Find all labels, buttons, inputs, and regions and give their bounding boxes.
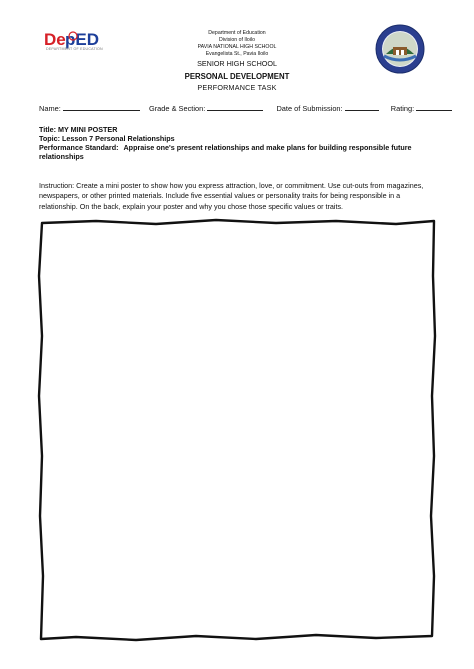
name-label: Name: <box>39 104 61 113</box>
lesson-topic: Topic: Lesson 7 Personal Relationships <box>39 134 175 143</box>
subject-title: PERSONAL DEVELOPMENT <box>184 72 290 81</box>
header-line-1: Department of Education <box>208 30 266 36</box>
task-type: PERFORMANCE TASK <box>197 83 277 92</box>
performance-standard <box>39 143 439 162</box>
performance-standard-text: Appraise one's present relationships and make plans for building responsible future relationships <box>39 143 412 162</box>
poster-frame[interactable] <box>36 216 440 644</box>
name-blank[interactable] <box>63 103 140 111</box>
performance-standard-label: Performance Standard: <box>39 143 119 152</box>
instruction-text: Instruction: Create a mini poster to show how you express attraction, love, or commitment. Use cut-outs from magazines, newspapers, or other printed materials. Include five essential values or personality traits for being responsible in a relationship. On the back, explain your poster and why you chose those specific values or traits. <box>39 181 424 211</box>
grade-section-label: Grade & Section: <box>148 104 206 113</box>
poster-title: Title: MY MINI POSTER <box>39 125 118 134</box>
svg-text:pED: pED <box>65 30 99 49</box>
grade-section-blank[interactable] <box>207 103 263 111</box>
svg-text:De: De <box>44 30 66 49</box>
form-fields-row <box>39 103 452 114</box>
header-line-4: Evangelista St., Pavia Iloilo <box>205 51 269 57</box>
poster-frame-border-icon <box>36 216 440 644</box>
header-line-3: PAVIA NATIONAL HIGH SCHOOL <box>197 44 277 50</box>
header-line-2: Division of Iloilo <box>218 37 256 43</box>
date-submission-blank[interactable] <box>345 103 379 111</box>
deped-logo-subtitle: DEPARTMENT OF EDUCATION <box>46 47 103 51</box>
rating-blank[interactable] <box>416 103 452 111</box>
rating-label: Rating: <box>390 104 415 113</box>
school-level: SENIOR HIGH SCHOOL <box>197 59 277 68</box>
date-submission-label: Date of Submission: <box>276 104 343 113</box>
